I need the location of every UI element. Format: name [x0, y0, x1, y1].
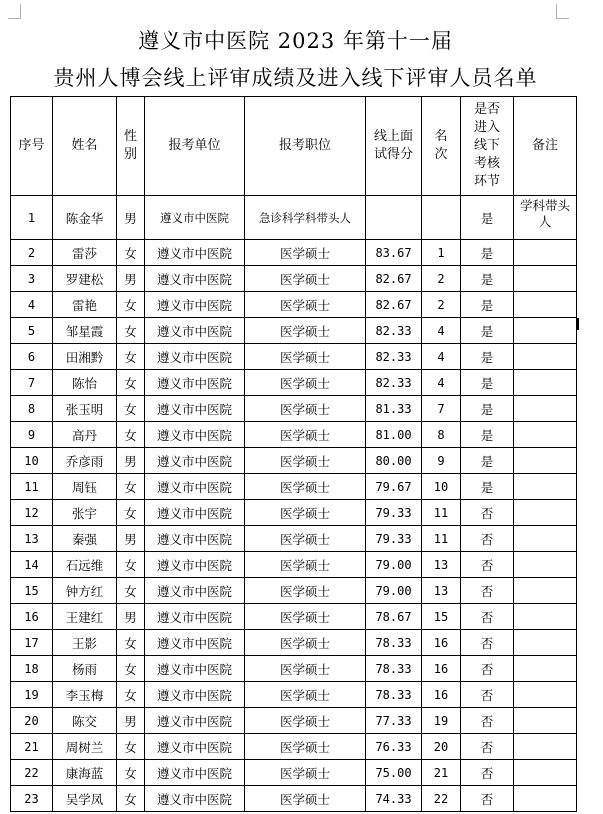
- cell-position: 医学硕士: [245, 682, 366, 708]
- cell-note: [514, 682, 577, 708]
- crop-mark-top-left: [8, 4, 21, 19]
- cell-name: 康海蓝: [53, 760, 117, 786]
- cell-position: 医学硕士: [245, 552, 366, 578]
- cell-name: 王影: [53, 630, 117, 656]
- cell-unit: 遵义市中医院: [145, 500, 245, 526]
- cell-score: 82.33: [366, 318, 422, 344]
- table-row: [11, 266, 577, 292]
- cell-unit: 遵义市中医院: [145, 448, 245, 474]
- cell-unit: 遵义市中医院: [145, 474, 245, 500]
- cell-unit: 遵义市中医院: [145, 396, 245, 422]
- cell-position: 医学硕士: [245, 604, 366, 630]
- cell-unit: 遵义市中医院: [145, 318, 245, 344]
- cell-gender: 女: [117, 578, 145, 604]
- table-row: [11, 422, 577, 448]
- cell-gender: 女: [117, 500, 145, 526]
- header-enter: 是否进入线下考核环节: [461, 97, 514, 196]
- cell-position: 医学硕士: [245, 448, 366, 474]
- crop-mark-top-right: [556, 4, 569, 19]
- cell-enter: 是: [461, 422, 514, 448]
- cell-enter: 否: [461, 604, 514, 630]
- cell-position: 医学硕士: [245, 266, 366, 292]
- cell-name: 秦强: [53, 526, 117, 552]
- cell-note: [514, 474, 577, 500]
- cell-gender: 女: [117, 760, 145, 786]
- cell-seq: 1: [11, 196, 53, 240]
- cell-enter: 是: [461, 370, 514, 396]
- cell-position: 医学硕士: [245, 292, 366, 318]
- cell-enter: 是: [461, 318, 514, 344]
- cell-score: 81.33: [366, 396, 422, 422]
- cell-gender: 女: [117, 786, 145, 812]
- table-row: [11, 630, 577, 656]
- cell-note: [514, 292, 577, 318]
- cell-position: 医学硕士: [245, 708, 366, 734]
- cell-gender: 女: [117, 318, 145, 344]
- cell-name: 周树兰: [53, 734, 117, 760]
- cell-note: 学科带头人: [514, 196, 577, 240]
- cell-score: 75.00: [366, 760, 422, 786]
- table-header-row: [11, 97, 577, 196]
- cell-enter: 是: [461, 240, 514, 266]
- cell-rank: 11: [422, 500, 461, 526]
- cell-rank: 13: [422, 552, 461, 578]
- cell-score: 78.33: [366, 630, 422, 656]
- table-row: [11, 292, 577, 318]
- cell-name: 田湘黔: [53, 344, 117, 370]
- cell-score: 76.33: [366, 734, 422, 760]
- cell-note: [514, 266, 577, 292]
- table-row: [11, 448, 577, 474]
- cell-rank: 7: [422, 396, 461, 422]
- cell-enter: 否: [461, 500, 514, 526]
- cell-name: 邹星霞: [53, 318, 117, 344]
- cell-rank: 13: [422, 578, 461, 604]
- cell-unit: 遵义市中医院: [145, 344, 245, 370]
- cell-position: 医学硕士: [245, 422, 366, 448]
- cell-gender: 女: [117, 552, 145, 578]
- table-row: [11, 240, 577, 266]
- cell-name: 乔彦雨: [53, 448, 117, 474]
- cell-seq: 7: [11, 370, 53, 396]
- cell-score: 74.33: [366, 786, 422, 812]
- cell-name: 雷艳: [53, 292, 117, 318]
- cell-gender: 女: [117, 396, 145, 422]
- header-name: 姓名: [53, 97, 117, 196]
- cell-rank: 2: [422, 266, 461, 292]
- cell-rank: 21: [422, 760, 461, 786]
- cell-name: 张宇: [53, 500, 117, 526]
- cell-note: [514, 656, 577, 682]
- cell-score: 78.33: [366, 656, 422, 682]
- cell-enter: 否: [461, 786, 514, 812]
- cell-seq: 10: [11, 448, 53, 474]
- cell-position: 医学硕士: [245, 630, 366, 656]
- cell-rank: 16: [422, 682, 461, 708]
- cell-seq: 6: [11, 344, 53, 370]
- cell-position: 医学硕士: [245, 500, 366, 526]
- cell-position: 医学硕士: [245, 526, 366, 552]
- table-row: [11, 526, 577, 552]
- cell-note: [514, 448, 577, 474]
- cell-gender: 女: [117, 422, 145, 448]
- cell-score: 79.33: [366, 526, 422, 552]
- cell-rank: [422, 196, 461, 240]
- cell-enter: 否: [461, 526, 514, 552]
- cell-seq: 18: [11, 656, 53, 682]
- cell-name: 张玉明: [53, 396, 117, 422]
- table-body: [11, 196, 577, 812]
- cell-rank: 19: [422, 708, 461, 734]
- text-cursor: [577, 318, 579, 330]
- cell-gender: 男: [117, 266, 145, 292]
- cell-score: 79.00: [366, 578, 422, 604]
- header-unit: 报考单位: [145, 97, 245, 196]
- cell-unit: 遵义市中医院: [145, 630, 245, 656]
- cell-enter: 否: [461, 760, 514, 786]
- cell-position: 医学硕士: [245, 578, 366, 604]
- cell-enter: 是: [461, 448, 514, 474]
- cell-seq: 8: [11, 396, 53, 422]
- cell-rank: 9: [422, 448, 461, 474]
- cell-score: 82.33: [366, 370, 422, 396]
- cell-name: 吴学凤: [53, 786, 117, 812]
- table-row: [11, 708, 577, 734]
- table-row: [11, 578, 577, 604]
- table-row: [11, 370, 577, 396]
- cell-note: [514, 708, 577, 734]
- cell-position: 医学硕士: [245, 656, 366, 682]
- cell-seq: 21: [11, 734, 53, 760]
- cell-score: 82.67: [366, 292, 422, 318]
- cell-seq: 19: [11, 682, 53, 708]
- cell-rank: 16: [422, 656, 461, 682]
- cell-rank: 4: [422, 344, 461, 370]
- cell-note: [514, 734, 577, 760]
- cell-note: [514, 552, 577, 578]
- cell-seq: 23: [11, 786, 53, 812]
- cell-rank: 2: [422, 292, 461, 318]
- cell-name: 李玉梅: [53, 682, 117, 708]
- cell-gender: 女: [117, 292, 145, 318]
- table-row: [11, 604, 577, 630]
- cell-score: 83.67: [366, 240, 422, 266]
- cell-unit: 遵义市中医院: [145, 370, 245, 396]
- header-position: 报考职位: [245, 97, 366, 196]
- header-gender: 性别: [117, 97, 145, 196]
- table-row: [11, 344, 577, 370]
- cell-gender: 男: [117, 526, 145, 552]
- cell-unit: 遵义市中医院: [145, 240, 245, 266]
- table-row: [11, 734, 577, 760]
- cell-note: [514, 526, 577, 552]
- cell-enter: 否: [461, 708, 514, 734]
- cell-position: 急诊科学科带头人: [245, 196, 366, 240]
- table-row: [11, 786, 577, 812]
- cell-score: 79.33: [366, 500, 422, 526]
- cell-gender: 女: [117, 344, 145, 370]
- document-title-line1: 遵义市中医院 2023 年第十一届: [138, 29, 453, 53]
- cell-gender: 女: [117, 240, 145, 266]
- cell-enter: 否: [461, 734, 514, 760]
- cell-rank: 10: [422, 474, 461, 500]
- cell-note: [514, 786, 577, 812]
- table-row: [11, 500, 577, 526]
- cell-gender: 女: [117, 656, 145, 682]
- cell-gender: 男: [117, 604, 145, 630]
- table-row: [11, 474, 577, 500]
- cell-name: 高丹: [53, 422, 117, 448]
- cell-enter: 是: [461, 396, 514, 422]
- table-row: [11, 318, 577, 344]
- cell-enter: 否: [461, 552, 514, 578]
- cell-unit: 遵义市中医院: [145, 682, 245, 708]
- cell-position: 医学硕士: [245, 786, 366, 812]
- cell-unit: 遵义市中医院: [145, 196, 245, 240]
- cell-unit: 遵义市中医院: [145, 578, 245, 604]
- cell-position: 医学硕士: [245, 344, 366, 370]
- cell-note: [514, 604, 577, 630]
- cell-score: 81.00: [366, 422, 422, 448]
- cell-unit: 遵义市中医院: [145, 786, 245, 812]
- cell-name: 杨雨: [53, 656, 117, 682]
- cell-note: [514, 344, 577, 370]
- cell-unit: 遵义市中医院: [145, 656, 245, 682]
- cell-position: 医学硕士: [245, 474, 366, 500]
- table-row: [11, 760, 577, 786]
- cell-unit: 遵义市中医院: [145, 266, 245, 292]
- document-title-line2: 贵州人博会线上评审成绩及进入线下评审人员名单: [53, 66, 538, 90]
- cell-unit: 遵义市中医院: [145, 604, 245, 630]
- cell-score: 80.00: [366, 448, 422, 474]
- cell-gender: 男: [117, 708, 145, 734]
- table-row: [11, 552, 577, 578]
- cell-position: 医学硕士: [245, 734, 366, 760]
- cell-name: 罗建松: [53, 266, 117, 292]
- cell-position: 医学硕士: [245, 370, 366, 396]
- cell-seq: 4: [11, 292, 53, 318]
- cell-unit: 遵义市中医院: [145, 760, 245, 786]
- cell-seq: 9: [11, 422, 53, 448]
- cell-note: [514, 578, 577, 604]
- cell-rank: 15: [422, 604, 461, 630]
- cell-seq: 2: [11, 240, 53, 266]
- cell-score: 79.00: [366, 552, 422, 578]
- cell-seq: 3: [11, 266, 53, 292]
- header-rank: 名次: [422, 97, 461, 196]
- cell-score: 82.67: [366, 266, 422, 292]
- cell-rank: 20: [422, 734, 461, 760]
- cell-unit: 遵义市中医院: [145, 422, 245, 448]
- cell-enter: 是: [461, 196, 514, 240]
- cell-name: 陈金华: [53, 196, 117, 240]
- cell-name: 王建红: [53, 604, 117, 630]
- cell-rank: 16: [422, 630, 461, 656]
- cell-note: [514, 396, 577, 422]
- header-seq: 序号: [11, 97, 53, 196]
- cell-rank: 1: [422, 240, 461, 266]
- cell-note: [514, 370, 577, 396]
- table-row: [11, 656, 577, 682]
- cell-position: 医学硕士: [245, 318, 366, 344]
- cell-position: 医学硕士: [245, 396, 366, 422]
- cell-seq: 15: [11, 578, 53, 604]
- cell-seq: 17: [11, 630, 53, 656]
- cell-note: [514, 422, 577, 448]
- cell-enter: 是: [461, 344, 514, 370]
- cell-gender: 女: [117, 474, 145, 500]
- cell-unit: 遵义市中医院: [145, 708, 245, 734]
- cell-note: [514, 318, 577, 344]
- cell-seq: 12: [11, 500, 53, 526]
- cell-gender: 男: [117, 196, 145, 240]
- cell-unit: 遵义市中医院: [145, 292, 245, 318]
- cell-name: 陈交: [53, 708, 117, 734]
- cell-seq: 11: [11, 474, 53, 500]
- cell-enter: 否: [461, 656, 514, 682]
- cell-unit: 遵义市中医院: [145, 552, 245, 578]
- cell-score: [366, 196, 422, 240]
- cell-enter: 是: [461, 474, 514, 500]
- cell-seq: 13: [11, 526, 53, 552]
- cell-unit: 遵义市中医院: [145, 526, 245, 552]
- cell-enter: 是: [461, 292, 514, 318]
- cell-rank: 22: [422, 786, 461, 812]
- cell-rank: 4: [422, 370, 461, 396]
- cell-score: 82.33: [366, 344, 422, 370]
- table-row: [11, 396, 577, 422]
- cell-name: 钟方红: [53, 578, 117, 604]
- cell-score: 77.33: [366, 708, 422, 734]
- cell-gender: 女: [117, 370, 145, 396]
- cell-enter: 是: [461, 266, 514, 292]
- header-note: 备注: [514, 97, 577, 196]
- cell-note: [514, 760, 577, 786]
- cell-name: 周钰: [53, 474, 117, 500]
- cell-name: 石远维: [53, 552, 117, 578]
- cell-seq: 22: [11, 760, 53, 786]
- cell-gender: 女: [117, 630, 145, 656]
- cell-note: [514, 500, 577, 526]
- cell-seq: 16: [11, 604, 53, 630]
- cell-gender: 女: [117, 682, 145, 708]
- cell-enter: 否: [461, 578, 514, 604]
- cell-seq: 14: [11, 552, 53, 578]
- cell-name: 雷莎: [53, 240, 117, 266]
- cell-position: 医学硕士: [245, 240, 366, 266]
- cell-unit: 遵义市中医院: [145, 734, 245, 760]
- cell-seq: 5: [11, 318, 53, 344]
- cell-enter: 否: [461, 630, 514, 656]
- header-score: 线上面试得分: [366, 97, 422, 196]
- table-row: [11, 682, 577, 708]
- cell-enter: 否: [461, 682, 514, 708]
- cell-position: 医学硕士: [245, 760, 366, 786]
- table-row: [11, 196, 577, 240]
- results-table: [10, 96, 577, 812]
- cell-seq: 20: [11, 708, 53, 734]
- cell-note: [514, 240, 577, 266]
- cell-rank: 4: [422, 318, 461, 344]
- cell-gender: 女: [117, 734, 145, 760]
- cell-gender: 男: [117, 448, 145, 474]
- cell-note: [514, 630, 577, 656]
- cell-score: 78.33: [366, 682, 422, 708]
- cell-rank: 11: [422, 526, 461, 552]
- cell-rank: 8: [422, 422, 461, 448]
- cell-name: 陈怡: [53, 370, 117, 396]
- cell-score: 78.67: [366, 604, 422, 630]
- cell-score: 79.67: [366, 474, 422, 500]
